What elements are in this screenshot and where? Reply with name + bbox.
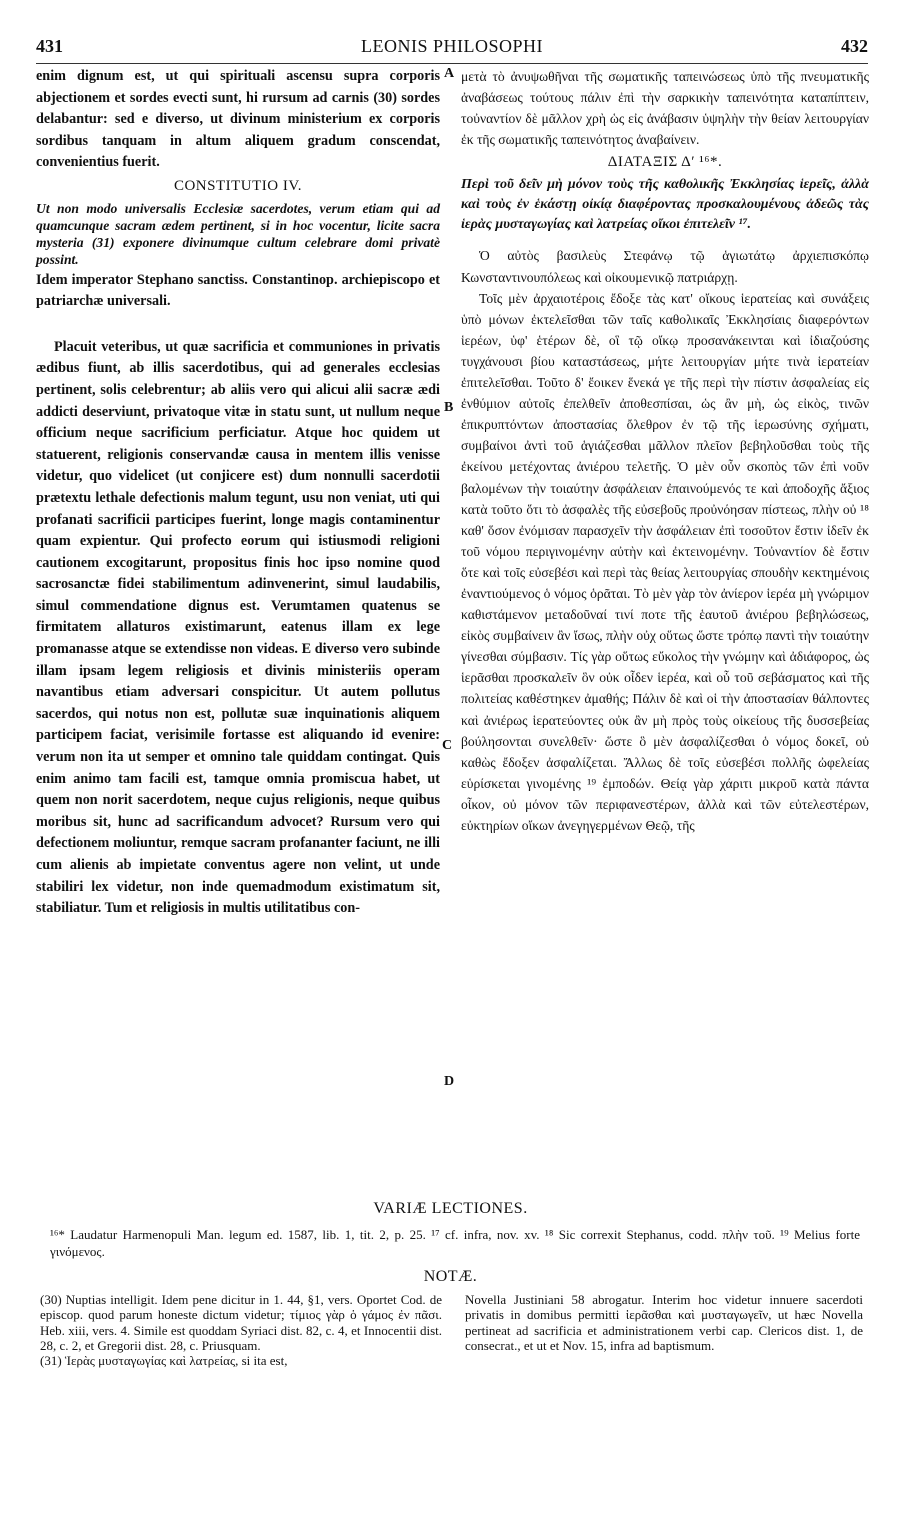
margin-letter-c: C (442, 738, 453, 753)
latin-column (36, 66, 440, 920)
note-31: (31) Ἱερὰς μυσταγωγίας καὶ λατρείας, si ita est, (40, 1353, 288, 1369)
greek-intro: μετὰ τὸ ἀνυψωθῆναι τῆς σωματικῆς ταπεινώσεως ὑπὸ τῆς πνευματικῆς ἀναβάσεως τούτους πάλιν ἐπὶ τὴν σαρκικὴν ταπεινότητα καταπίπτειν, τοὐναντίον δὲ μᾶλλον χρὴ ὡς εἰς ἀνάβασιν ὑψηλὴν τὴν θείαν λειτουργίαν ἐκ τῆς σωματικῆς ταπεινότητος ἀναβαίνειν. (461, 69, 869, 148)
latin-gap (36, 313, 440, 337)
margin-letter-a: A (444, 66, 455, 81)
margin-letter-b: B (444, 400, 454, 415)
page-number-left: 431 (36, 36, 63, 56)
greek-summary: Περὶ τοῦ δεῖν μὴ μόνον τοὺς τῆς καθολικῆς Ἐκκλησίας ἱερεῖς, ἀλλὰ καὶ τοὺς ἐν ἑκάστῃ οἰκίᾳ διαφέροντας προσκαλουμένους ἀδεῶς τὰς ἱερὰς μυσταγωγίας καὶ λατρείας οἴκοι ἐπιτελεῖν ¹⁷. (461, 177, 869, 233)
note-30: (30) Nuptias intelligit. Idem pene dicitur in 1. 44, §1, vers. Oportet Cod. de episcop. quod parum honeste dictum videtur; τίμιος γὰρ ὁ γάμος ἐν πᾶσι. Heb. xiii, vers. 4. Simile est quoddam Syriaci dist. 82, c. 4, et Innocentii dist. 28, c. 2, et Gregorii dist. 28, c. Priusquam. (40, 1292, 442, 1353)
latin-intro: enim dignum est, ut qui spirituali ascensu supra corporis abjectionem et sordes evecti sunt, hi rursum ad carnis (30) sordes delabantur: sed e diverso, ut divinum ministerium ex corporis sordibus tanquam in altum aliquem gradum conscendat, convenientius fuerit. (36, 68, 440, 171)
latin-body: Placuit veteribus, ut quæ sacrificia et communiones in privatis ædibus fiunt, ab illis sacerdotibus, qui ad generales ecclesias pertinent, solis celebrentur; ab aliis vero qui alicui alii sacræ ædi addicti deserviunt, privatoque vitæ in statu sunt, ut nullum neque officium neque sacrificium perficiatur. Atque hoc quidem ut statuerent, religionis conservandæ causa in mentem illis venisse videtur, quo videlicet (ut conjicere est) dum nonnulli sacerdotii prætextu lethale defectionis malum tegunt, usu non veniat, uti qui profanati sacrificii participes fuerint, longe magis contaminentur quam expientur. Qui profecto eorum qui istiusmodi religioni cautionem excogitarunt, propositus finis hoc ipso nomine quod sacrosanctæ fidei stabilimentum adinvenerint, simul laudabilis, simul commendatione dignus est. Verumtamen quatenus se firmitatem allaturos existimarunt, eatenus illam ex lege promanasse atque se extendisse non videas. E diverso vero subinde illam ipsam legem religiosis et divinis ministeriis operam navantibus etiam adversari conspicitur. Ut autem pollutus sacerdos, qui notus non est, pollutæ suæ inquinationis aliquem participem faciat, verisimile fortasse est aliquando id evenire: verum non ita ut semper et omnino tale quiddam contingat. Quis enim animo tam facili est, tamque omnia promiscua habet, ut quem non norit sacerdotem, neque cujus religionis, neque quibus moribus sit, hunc ad sacrificandum advocet? Rursum vero qui defectionem moliuntur, remque sacram profananter faciunt, ne illi cum alienis ab impietate conventus agere non velint, ut unde stabiliri lex videtur, non inde quemadmodum existimatum sit, stabiliatur. Tum et religiosis in multis utilitatibus con- (36, 338, 440, 917)
greek-heading: ΔΙΑΤΑΞΙΣ Δʹ ¹⁶*. (607, 154, 723, 171)
notae-title: NOTÆ. (423, 1268, 478, 1285)
latin-summary: Ut non modo universalis Ecclesiæ sacerdotes, verum etiam qui ad quamcunque sacram ædem pertinent, si in hoc vocentur, licite sacra mysteria (31) exponere divinumque cultum celebrare domi privatè possint. (36, 200, 440, 267)
header-rule (36, 63, 868, 64)
greek-address: Ὁ αὐτὸς βασιλεὺς Στεφάνῳ τῷ ἁγιωτάτῳ ἀρχιεπισκόπῳ Κωνσταντινουπόλεως καὶ οἰκουμενικῷ πατριάρχῃ. (461, 248, 869, 285)
page-number-right: 432 (841, 36, 868, 56)
notae-left-column (40, 1292, 442, 1368)
notae-right-column (465, 1292, 863, 1353)
running-title: LEONIS PHILOSOPHI (360, 36, 543, 56)
variae-lectiones-text: ¹⁶* Laudatur Harmenopuli Man. legum ed. 1587, lib. 1, tit. 2, p. 25. ¹⁷ cf. infra, nov. xv. ¹⁸ Sic correxit Stephanus, codd. πλὴν τοῦ. ¹⁹ Melius forte γινόμενος. (50, 1227, 860, 1259)
page-header (36, 36, 868, 62)
note-continuation: Novella Justiniani 58 abrogatur. Interim hoc videtur innuere sacerdoti privatis in domibus permitti ἱερᾶσθαι καὶ μυσταγωγεῖν, ut hæc Novella pertineat ad sacrificia et administrationem verbi cap. Clericos dist. 1, de consecrat., et ut et Nov. 15, infra ad baptismum. (465, 1292, 863, 1353)
latin-heading: CONSTITUTIO IV. (173, 177, 303, 194)
variae-lectiones-title: VARIÆ LECTIONES. (373, 1200, 528, 1217)
greek-body: Τοῖς μὲν ἀρχαιοτέροις ἔδοξε τὰς κατ' οἴκους ἱερατείας καὶ συνάξεις ὑπὸ μόνων ἐκτελεῖσθαι τῶν ταῖς καθολικαῖς Ἐκκλησίαις διαφερόντων ἱερέων, ὑφ' ἑτέρων δὲ, οἳ τῷ οἴκῳ προσανάκεινται καὶ ἰδιαζούσης τυγχάνουσι βίου καταστάσεως, μήτε λειτουργίαν μήτε τινὰ ἱερατείαν ἐπιτελεῖσθαι. Τοῦτο δ' ἔοικεν ἕνεκά γε τῆς περὶ τὴν πίστιν ἀσφαλείας εἰς ἐνθύμιον αὐτοῖς ἐπελθεῖν ἀποθεσπίσαι, ὡς ἂν μὴ, ὡς εἰκὸς, τινῶν ἐπικρυπτόντων ἀποστασίας ὄλεθρον ἐν τῷ τῆς ἱερωσύνης σχήματι, συμβαίνοι ἀντὶ τοῦ ἁγιάζεσθαι μᾶλλον πλεῖον βεβηλοῦσθαι τοὺς τῆς ἐκείνου μετέχοντας ἀνιέρου τελετῆς. Ὁ μὲν οὖν σκοπὸς τῶν ἐπὶ νοῦν βαλομένων τὴν τοιαύτην ἀσφάλειαν ἐπαινούμενός τε καὶ ἀποδοχῆς ἄξιος κατὰ τοῦτο ὅτι τὸ ἀσφαλὲς τῆς εὐσεβοῦς προὐνόησαν πίστεως, πλὴν οὐ ¹⁸ καθ' ὅσον ἐνόμισαν παρασχεῖν τὴν ἀσφάλειαν ἐπὶ τοσοῦτον ἔστιν ἰδεῖν ἐκ τοῦ νόμου περιγινομένην αὐτὴν καὶ ἐκτεινομένην. Τοὐναντίον δὲ ἔστιν ὅτε καὶ τοῖς εὐσεβέσι καὶ περὶ τὰς θείας λειτουργίας σπουδὴν κεκτημένοις ἐναντιούμενος ὁ νόμος ὁρᾶται. Τὸ μὲν γὰρ τὸν ἀνίερον ἱερέα μὴ γνώριμον καθιστάμενον μεταδοῦναί τινί ποτε τῆς ἑαυτοῦ ἀνιέρου βεβηλώσεως, εἰκὸς συμβαίνειν ἂν ἴσως, πλὴν οὐχ οὕτως ὥστε τρόπῳ παντὶ τὴν τοιαύτην γίνεσθαι σύμβασιν. Τίς γὰρ οὕτως εὔκολος τὴν γνώμην καὶ ἀδιάφορος, ὡς ἱερᾶσθαι προσκαλεῖν ὃν οὐκ οἶδεν ἱερέα, καὶ οὗ τοῦ σεβάσματος καὶ τῆς πολιτείας καθέστηκεν ἀμαθής; Πάλιν δὲ καὶ οἱ τὴν ἀποστασίαν θάλποντες καὶ ἀνιέρως ἱερατεύοντες οὐκ ἂν μὴ πρὸς τοὺς οἰκείους τῆς δυσσεβείας βούλησονται συνελθεῖν· ὥστε ὃ μὲν ἀσφαλίζεσθαι ὁ νόμος δοκεῖ, οὐ καθὼς ἔδοξεν ἀσφαλίζεται. Ἄλλως δὲ τοῖς εὐσεβέσι πολλῆς ὠφελείας εὑρίσκεται γινομένης ¹⁹ ἐμποδών. Θείᾳ γὰρ χάριτι μικροῦ κατὰ πάντα οἶκον, οὐ μόνον τῶν περιφανεστέρων, ἀλλὰ καὶ τῶν εὐτελεστέρων, εὐκτηρίων οἴκων ἀνεγηγερμένων Θεῷ, τῆς (461, 290, 869, 833)
latin-address: Idem imperator Stephano sanctiss. Constantinop. archiepiscopo et patriarchæ universali. (36, 271, 440, 310)
margin-letter-d: D (444, 1074, 455, 1089)
greek-column (461, 66, 869, 836)
